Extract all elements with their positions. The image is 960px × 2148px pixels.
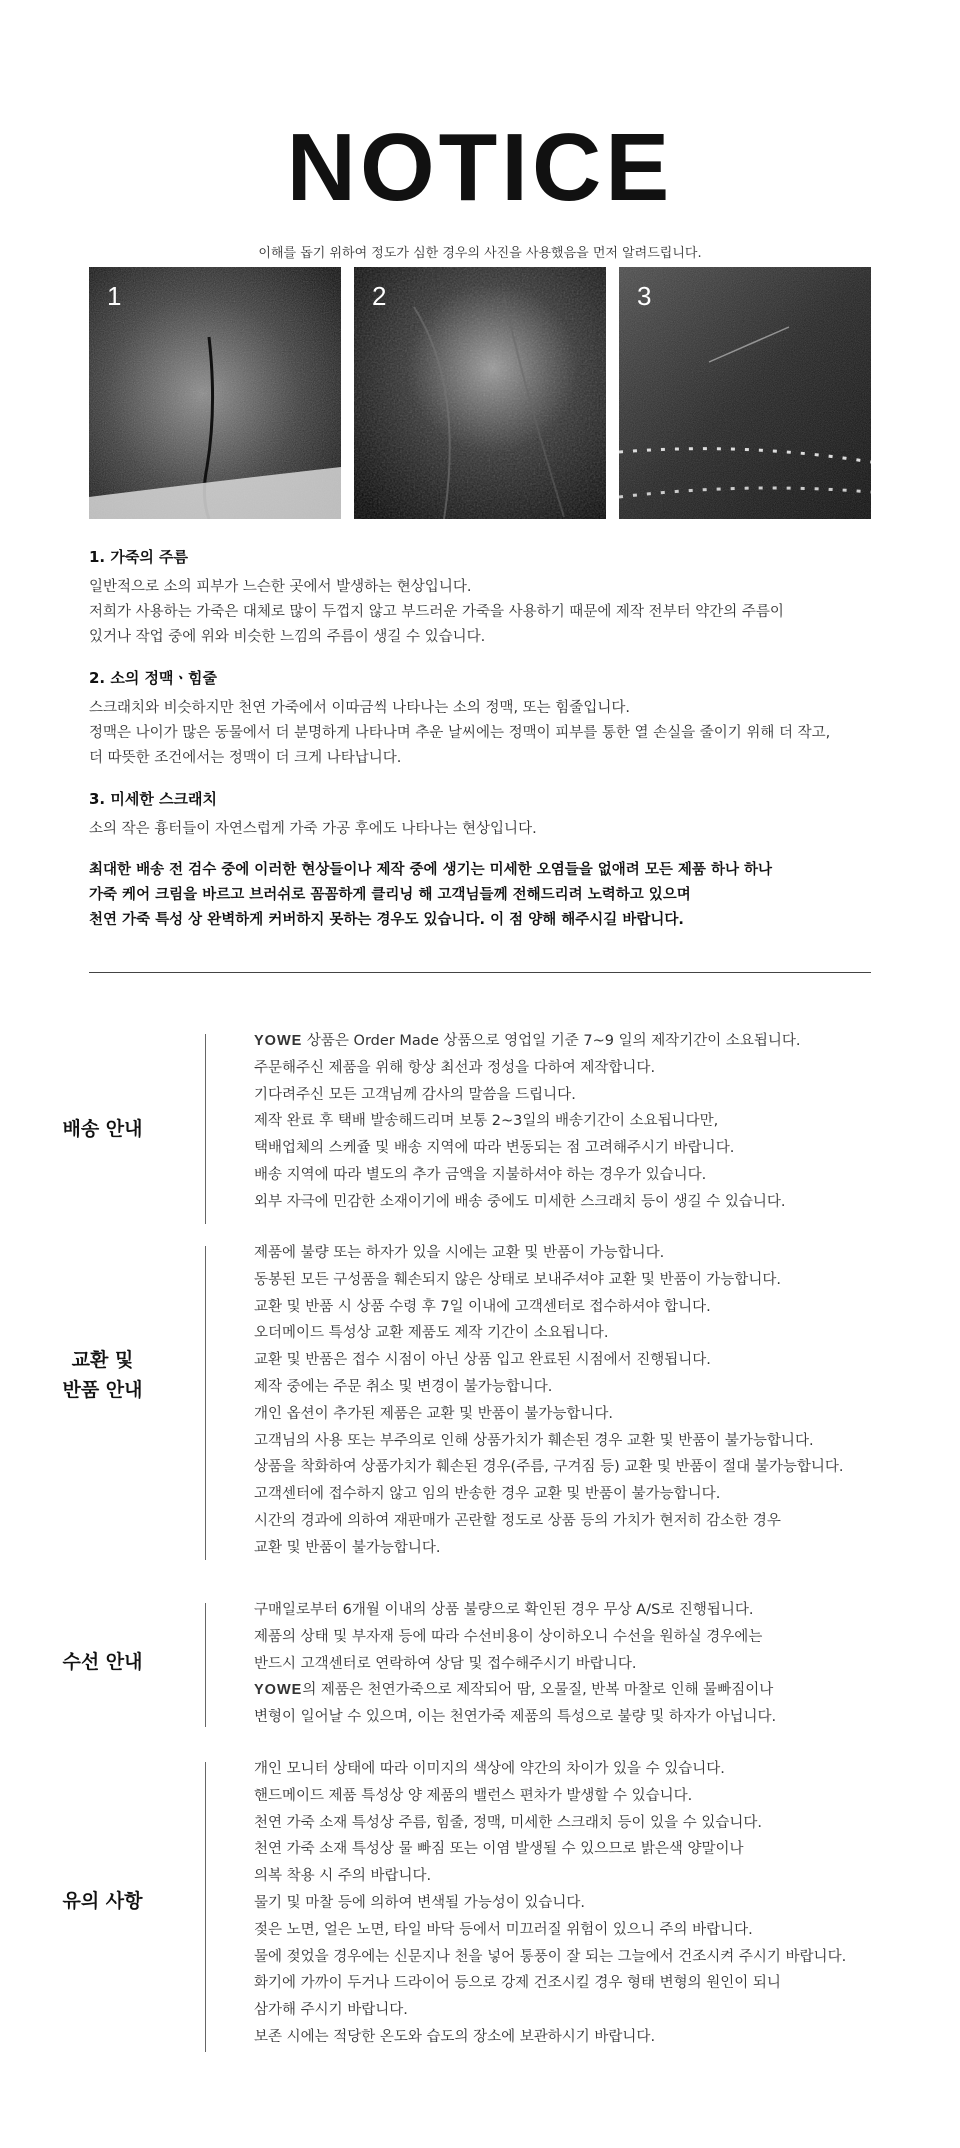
section-line-text: 동봉된 모든 구성품을 훼손되지 않은 상태로 보내주셔야 교환 및 반품이 가능합니다. <box>254 1271 781 1288</box>
section-line-text: 시간의 경과에 의하여 재판매가 곤란할 정도로 상품 등의 가치가 현저히 감소한 경우 <box>254 1512 781 1529</box>
section-line-text: 화기에 가까이 두거나 드라이어 등으로 강제 건조시킬 경우 형태 변형의 원인이 되니 <box>254 1975 781 1992</box>
note-vein <box>89 666 889 771</box>
care-statement <box>89 858 889 933</box>
note-scratch <box>89 787 889 842</box>
care-line: 가죽 케어 크림을 바르고 브러쉬로 꼼꼼하게 클리닝 해 고객님들께 전해드리려 노력하고 있으며 <box>89 887 691 903</box>
care-line: 최대한 배송 전 검수 중에 이러한 현상들이나 제작 중에 생기는 미세한 오염들을 없애려 모든 제품 하나 하나 <box>89 862 773 878</box>
page-title: NOTICE <box>286 114 674 221</box>
note-line: 일반적으로 소의 피부가 느슨한 곳에서 발생하는 현상입니다. <box>89 579 472 595</box>
photo-number: 2 <box>372 281 387 311</box>
section-line-text: 제품의 상태 및 부자재 등에 따라 수선비용이 상이하오니 수선을 원하실 경우에는 <box>254 1628 763 1645</box>
section-line <box>205 1762 206 2052</box>
section-line <box>205 1034 206 1224</box>
section-line-text: 변형이 일어날 수 있으며, 이는 천연가죽 제품의 특성으로 불량 및 하자가 아닙니다. <box>254 1709 777 1726</box>
note-line: 저희가 사용하는 가죽은 대체로 많이 두껍지 않고 부드러운 가죽을 사용하기 때문에 제작 전부터 약간의 주름이 <box>89 604 784 620</box>
section-line-text: 천연 가죽 소재 특성상 주름, 힘줄, 정맥, 미세한 스크래치 등이 있을 수 있습니다. <box>254 1814 762 1831</box>
note-line: 스크래치와 비슷하지만 천연 가죽에서 이따금씩 나타나는 소의 정맥, 또는 힘줄입니다. <box>89 700 630 716</box>
section-line-text: 오더메이드 특성상 교환 제품도 제작 기간이 소요됩니다. <box>254 1325 609 1342</box>
note-line: 더 따뜻한 조건에서는 정맥이 더 크게 나타납니다. <box>89 750 402 766</box>
section-line-text: 고객센터에 접수하지 않고 임의 반송한 경우 교환 및 반품이 불가능합니다. <box>254 1486 721 1503</box>
leather-wrinkle-photo <box>89 267 341 519</box>
section-line-text: 개인 옵션이 추가된 제품은 교환 및 반품이 불가능합니다. <box>254 1405 614 1422</box>
note-heading: 1. 가죽의 주름 <box>89 548 189 566</box>
note-line: 소의 작은 흉터들이 자연스럽게 가죽 가공 후에도 나타나는 현상입니다. <box>89 821 537 837</box>
section-label: 유의 사항 <box>62 1890 143 1912</box>
section-line-text: 삼가해 주시기 바랍니다. <box>254 2002 408 2019</box>
section-line-text: 보존 시에는 적당한 온도와 습도의 장소에 보관하시기 바랍니다. <box>254 2028 656 2045</box>
section-label: 배송 안내 <box>62 1118 143 1140</box>
section-items <box>254 1597 954 1731</box>
section-line-text: 고객님의 사용 또는 부주의로 인해 상품가치가 훼손된 경우 교환 및 반품이 불가능합니다. <box>254 1432 814 1449</box>
section-line-text: 제품에 불량 또는 하자가 있을 시에는 교환 및 반품이 가능합니다. <box>254 1245 665 1261</box>
section-line-text: 외부 자극에 민감한 소재이기에 배송 중에도 미세한 스크래치 등이 생길 수 있습니다. <box>254 1193 786 1210</box>
section-line-text: 교환 및 반품이 불가능합니다. <box>254 1539 441 1556</box>
page-subtitle: 이해를 돕기 위하여 정도가 심한 경우의 사진을 사용했음을 먼저 알려드립니다. <box>258 246 702 261</box>
section-line-text: 제작 완료 후 택배 발송해드리며 보통 2~3일의 배송기간이 소요됩니다만, <box>254 1113 719 1130</box>
section-line-text: 물기 및 마찰 등에 의하여 변색될 가능성이 있습니다. <box>254 1894 586 1911</box>
brand-name: YOWE <box>254 1033 303 1049</box>
section-line-text: 교환 및 반품은 접수 시점이 아닌 상품 입고 완료된 시점에서 진행됩니다. <box>254 1352 711 1369</box>
section-line <box>205 1246 206 1560</box>
leather-scratch-photo <box>619 267 871 519</box>
section-items <box>254 1756 954 2051</box>
note-wrinkle <box>89 545 889 650</box>
section-line-text: 배송 지역에 따라 별도의 추가 금액을 지불하셔야 하는 경우가 있습니다. <box>254 1166 707 1183</box>
section-items <box>254 1240 954 1562</box>
brand-name: YOWE <box>254 1682 303 1699</box>
note-line: 정맥은 나이가 많은 동물에서 더 분명하게 나타나며 추운 날씨에는 정맥이 피부를 통한 열 손실을 줄이기 위해 더 작고, <box>89 725 831 741</box>
section-line-text: 주문해주신 제품을 위해 항상 최선과 정성을 다하여 제작합니다. <box>254 1059 656 1076</box>
section-line-text: 천연 가죽 소재 특성상 물 빠짐 또는 이염 발생될 수 있으므로 밝은색 양말이나 <box>254 1841 744 1858</box>
photo-number: 3 <box>637 281 652 311</box>
photo-number: 1 <box>107 281 122 311</box>
notice-notes <box>89 545 889 933</box>
section-items <box>254 1028 954 1216</box>
leather-vein-photo <box>354 267 606 519</box>
section-label: 수선 안내 <box>62 1651 143 1673</box>
section-line-text: 의복 착용 시 주의 바랍니다. <box>254 1868 432 1885</box>
care-line: 천연 가죽 특성 상 완벽하게 커버하지 못하는 경우도 있습니다. 이 점 양해 해주시길 바랍니다. <box>89 912 684 928</box>
section-line-text: 젖은 노면, 얼은 노면, 타일 바닥 등에서 미끄러질 위험이 있으니 주의 바랍니다. <box>254 1921 753 1938</box>
note-heading: 2. 소의 정맥ㆍ힘줄 <box>89 669 218 687</box>
section-line-text: 반드시 고객센터로 연락하여 상담 및 접수해주시기 바랍니다. <box>254 1655 637 1672</box>
section-line-text: 물에 젖었을 경우에는 신문지나 천을 넣어 통풍이 잘 되는 그늘에서 건조시켜 주시기 바랍니다. <box>254 1948 847 1965</box>
note-line: 있거나 작업 중에 위와 비슷한 느낌의 주름이 생길 수 있습니다. <box>89 629 486 645</box>
note-heading: 3. 미세한 스크래치 <box>89 790 218 808</box>
section-label: 교환 및 반품 안내 <box>62 1349 143 1401</box>
section-line-text: 기다려주신 모든 고객님께 감사의 말씀을 드립니다. <box>254 1086 576 1103</box>
section-line-text: 상품을 착화하여 상품가치가 훼손된 경우(주름, 구겨짐 등) 교환 및 반품이 절대 불가능합니다. <box>254 1459 844 1476</box>
section-line-text: YOWE 상품은 Order Made 상품으로 영업일 기준 7~9 일의 제작기간이 소요됩니다. <box>254 1033 801 1049</box>
section-line-text: 개인 모니터 상태에 따라 이미지의 색상에 약간의 차이가 있을 수 있습니다. <box>254 1761 725 1777</box>
section-divider <box>89 972 871 973</box>
section-line-text: 교환 및 반품 시 상품 수령 후 7일 이내에 고객센터로 접수하셔야 합니다. <box>254 1298 711 1315</box>
section-line-text: 택배업체의 스케쥴 및 배송 지역에 따라 변동되는 점 고려해주시기 바랍니다. <box>254 1140 735 1157</box>
section-line-text: 제작 중에는 주문 취소 및 변경이 불가능합니다. <box>254 1378 553 1395</box>
section-line-text: YOWE의 제품은 천연가죽으로 제작되어 땀, 오물질, 반복 마찰로 인해 물빠짐이나 <box>254 1682 774 1699</box>
section-line-text: 핸드메이드 제품 특성상 양 제품의 밸런스 편차가 발생할 수 있습니다. <box>254 1787 693 1804</box>
section-line-text: 구매일로부터 6개월 이내의 상품 불량으로 확인된 경우 무상 A/S로 진행됩니다. <box>254 1602 754 1618</box>
section-line <box>205 1603 206 1727</box>
